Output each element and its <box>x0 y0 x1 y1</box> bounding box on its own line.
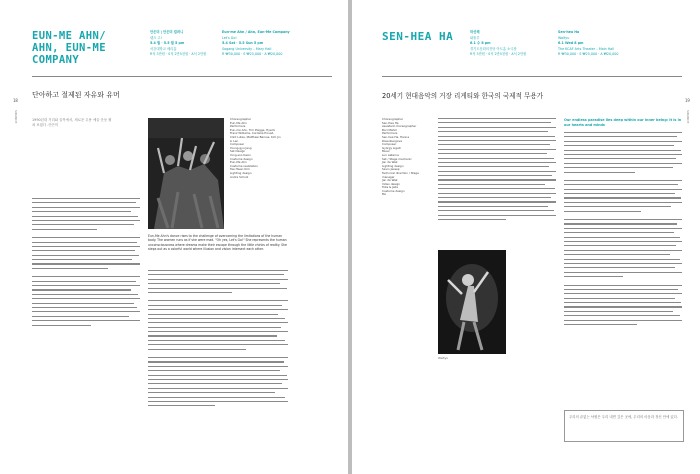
credit-line: Sen-Hea Ha <box>382 120 399 125</box>
info-line: The KCAF Arts Theater – Main Hall <box>558 46 615 51</box>
margin-label: SIDANCE <box>686 110 690 124</box>
artist-title: SEN-HEA HA <box>382 30 454 43</box>
credit-line: Composer <box>382 142 397 147</box>
teal-heading: Our endless paradise lies deep within our inner being: it is in our hearts and minds <box>564 118 682 127</box>
body-ko-col <box>32 198 140 329</box>
credit-line: Music <box>382 149 390 154</box>
info-line: 5.4 월 · 5.5 월 5 pm <box>150 41 185 46</box>
body-en-col <box>148 270 288 410</box>
photo-art <box>438 250 506 354</box>
credit-line: Video design <box>382 181 401 186</box>
credit-line: Tobs & Jelle <box>382 185 398 190</box>
credit-line: Technical direction / Stage manager <box>382 170 419 179</box>
photo-art <box>148 118 224 229</box>
credit-line: Yong-soo Kwon <box>230 152 251 157</box>
info-line: R석 3만원 · S석 2만5천원 · A석 2만원 <box>470 52 527 57</box>
company-title: EUN-ME AHN/ AHN, EUN-ME COMPANY <box>32 30 106 66</box>
info-line: 렛츠 고! <box>150 35 162 40</box>
credit-line: Costume design <box>382 188 405 193</box>
credit-line: Eun-Me Ahn <box>230 160 247 165</box>
credit-line: Performers <box>230 124 246 129</box>
info-ko <box>150 30 206 58</box>
info-line: Eun-me Ahn / Ahn, Eun-Me Company <box>222 30 290 34</box>
credit-line: Eun-me Ahn, Tim Plegge, Hyemi <box>230 127 276 132</box>
info-en <box>558 30 618 58</box>
header-rule <box>32 76 332 77</box>
body-en-intro: Eun-Me Ahn's dance rises to the challenge of overcoming the limitations of the human body. The women runs as if she were mad. "Oh yes, Let's Go!" She represents the human unconsciousness where dreams make their escape through the little chinks of reality. She steps out as a colorful world where illusion and vision intersect each other. <box>148 234 287 252</box>
credit-line: Choreographer <box>382 117 404 121</box>
performance-photo <box>148 118 224 229</box>
info-line: 서강대학교 메리홀 <box>150 46 177 51</box>
credit-line: Lux Aeterna <box>382 152 399 157</box>
info-line: 와툴루 <box>470 35 480 40</box>
page-number: 18 <box>13 98 18 103</box>
performance-photo <box>438 250 506 354</box>
info-en <box>222 30 290 58</box>
credit-line: Young-gyu Jang <box>230 145 252 150</box>
info-line: R석 3만원 · S석 2만5천원 · A석 2만원 <box>150 52 207 57</box>
info-line: R ₩30,000 · S ₩25,000 · A ₩20,000 <box>222 52 283 57</box>
info-line: Sen-hea Ha <box>558 30 580 34</box>
subtitle: 단아하고 절제된 자유와 유머 <box>32 91 120 99</box>
credit-line: Sevin Jessep <box>382 167 400 172</box>
info-line: R ₩30,000 · S ₩25,000 · A ₩20,000 <box>558 52 619 57</box>
info-line: Sogang University – Mary Hall <box>222 46 272 51</box>
page-number: 19 <box>685 98 690 103</box>
credit-line: Set / Stage mechanic <box>382 156 412 161</box>
credits-list <box>230 118 286 179</box>
body-en-col <box>564 132 682 328</box>
photo-caption: Waltyu <box>438 356 449 360</box>
credit-line: Franz Williams, Cordelia Proust, <box>230 131 274 136</box>
info-line: Waltyu <box>558 35 570 40</box>
credit-line: Costume design <box>230 156 253 161</box>
credit-line: Choreographer <box>230 117 252 121</box>
credit-line: György Ligeti <box>382 145 401 150</box>
credit-line: Bori Mahm <box>382 127 398 132</box>
info-line: 5.4 Sat · 5.5 Sun 5 pm <box>222 41 264 46</box>
info-line: 6.1 Wed 8 pm <box>558 41 584 46</box>
credit-line: Eun-Me Ahn <box>230 120 247 125</box>
info-line: 안은미 | 안은미 컴퍼니 <box>150 30 184 34</box>
info-line: Let's Go! <box>222 35 237 40</box>
credit-line: Clint Lutes, Matthew Barnes, Kim Jin <box>230 134 281 139</box>
credit-line: Rosenbergova <box>382 138 402 143</box>
info-line: 6.1 수 8 pm <box>470 41 491 46</box>
box-text: 우리의 끝없는 낙원은 우리 내면 깊은 곳에, 우리의 마음과 정신 안에 있다. <box>569 415 678 419</box>
credit-line: Lighting design <box>230 170 252 175</box>
pull-quote: 1990년대 거리와 골목에서, 새로운 무용 예술 운동 펼쳐 보였다 -안은미 <box>32 118 112 127</box>
credit-line: Composer <box>230 142 245 147</box>
credit-line: Sen-hea Ha, Hanna <box>382 134 410 139</box>
credit-line: Jan de Wak <box>382 160 398 165</box>
margin-label: SIDANCE <box>14 110 18 124</box>
info-line: 하선해 <box>470 30 480 34</box>
credit-line: Andre Schulz <box>230 174 249 179</box>
credit-line: Assistant choreographer <box>382 124 417 129</box>
credit-line: Mo <box>382 192 387 197</box>
credit-line: Li Lan <box>230 138 239 143</box>
credit-line: Performers <box>382 131 398 136</box>
info-line: 경기도문화의전당 아트홀 소극장 <box>470 46 517 51</box>
credit-line: Set Design <box>230 149 246 154</box>
subtitle: 20세기 현대음악의 거장 리게티와 한국의 국제적 무용가 <box>382 92 544 100</box>
credit-line: Jan de Wak <box>382 178 398 183</box>
info-ko <box>470 30 526 58</box>
credits-list <box>382 118 430 197</box>
credit-line: Tae Hwan Kim <box>230 167 250 172</box>
credit-line: Lighting design <box>382 163 404 168</box>
quote-box <box>564 410 684 442</box>
body-ko-col <box>438 118 556 223</box>
header-rule <box>382 76 682 77</box>
left-page <box>0 0 348 474</box>
credit-line: Costume realization <box>230 163 258 168</box>
right-page <box>352 0 700 474</box>
